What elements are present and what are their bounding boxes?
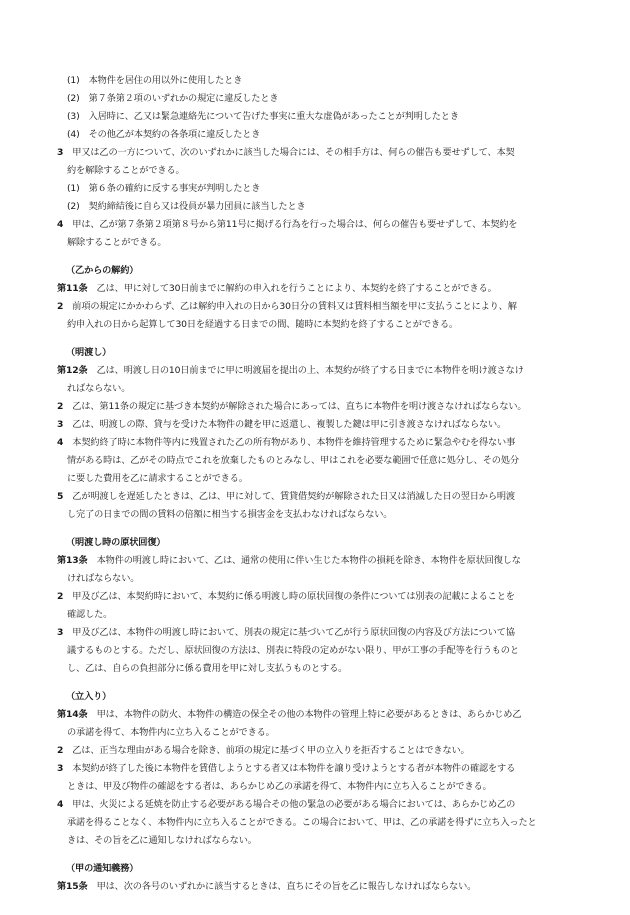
paragraph-number: 2: [57, 301, 64, 312]
paragraph-text: 甲は、本物件の防火、本物件の構造の保全その他の本物件の管理上特に必要があるときは、あらかじめ乙: [96, 709, 522, 720]
article-paragraph-1: [57, 881, 476, 893]
paragraph-text: 乙は、正当な理由がある場合を除き、前項の規定に基づく甲の立入りを拒否することはできない。: [72, 745, 470, 756]
paragraph-3-cont: ときは、甲及び物件の確認をする者は、あらかじめ乙の承諾を得て、本物件内に立ち入ることができる。: [67, 781, 492, 792]
paragraph-text: 甲は、次の各号のいずれかに該当するときは、直ちにその旨を乙に報告しなければならない。: [96, 881, 477, 892]
paragraph-text: 前項の規定にかかわらず、乙は解約申入れの日から30日分の賃料又は賃料相当額を甲に支払うことにより、解: [72, 301, 517, 312]
article-label: 第14条: [57, 709, 88, 720]
list-item: [67, 201, 306, 213]
paragraph-text: 乙は、甲に対して30日前までに解約の申入れを行うことにより、本契約を終了することができる。: [96, 283, 497, 294]
paragraph-4: [57, 799, 515, 811]
paragraph-3: [57, 627, 515, 639]
paragraph-4-cont: きは、その旨を乙に通知しなければならない。: [67, 835, 257, 846]
paragraph-number: 4: [57, 437, 64, 448]
paragraph-3-cont: 議するものとする。ただし、原状回復の方法は、別表に特段の定めがない限り、甲が工事の手配等を行うものと: [67, 645, 519, 656]
paragraph-4: [57, 437, 515, 449]
paragraph-number: 4: [57, 799, 64, 810]
paragraph-number: 2: [57, 591, 64, 602]
item-number: (2): [67, 93, 80, 104]
article-paragraph-1: [57, 365, 524, 377]
list-item: [67, 111, 459, 123]
article-label: 第11条: [57, 283, 88, 294]
article-heading: （明渡し時の原状回復）: [66, 537, 166, 548]
paragraph-5-cont: し完了の日までの間の賃料の倍額に相当する損害金を支払わなければならない。: [67, 509, 393, 520]
paragraph-3: [57, 419, 506, 431]
paragraph-number: 3: [57, 147, 64, 158]
list-item: [67, 75, 242, 87]
paragraph-4-cont: 解除することができる。: [67, 237, 167, 248]
item-text: 第６条の確約に反する事実が判明したとき: [88, 183, 261, 194]
article-paragraph-1: [57, 555, 521, 567]
paragraph-text: 本物件の明渡し時において、乙は、通常の使用に伴い生じた本物件の損耗を除き、本物件を原状回復しな: [96, 555, 521, 566]
paragraph-3-cont: 約を解除することができる。: [67, 165, 185, 176]
paragraph-2: [57, 591, 515, 603]
list-item: [67, 183, 260, 195]
paragraph-text: 本契約終了時に本物件等内に残置された乙の所有物があり、本物件を維持管理するために緊急やむを得ない事: [72, 437, 516, 448]
item-text: 入居時に、乙又は緊急連絡先について告げた事実に重大な虚偽があったことが判明したとき: [88, 111, 459, 122]
paragraph-number: 2: [57, 745, 64, 756]
paragraph-text: 甲及び乙は、本契約時において、本契約に係る明渡し時の原状回復の条件については別表の記載によることを: [72, 591, 515, 602]
article-heading: （乙からの解約）: [66, 265, 139, 276]
item-text: 第７条第２項のいずれかの規定に違反したとき: [88, 93, 279, 104]
item-number: (1): [67, 75, 80, 86]
article-heading: （立入り）: [66, 691, 112, 702]
paragraph-1-cont: ければならない。: [67, 573, 140, 584]
article-label: 第12条: [57, 365, 88, 376]
item-number: (1): [67, 183, 80, 194]
paragraph-3: [57, 763, 515, 775]
item-text: 本物件を居住の用以外に使用したとき: [88, 75, 243, 86]
paragraph-2: [57, 745, 470, 757]
paragraph-number: 2: [57, 401, 64, 412]
paragraph-text: 甲又は乙の一方について、次のいずれかに該当した場合には、その相手方は、何らの催告も要せずして、本契: [72, 147, 515, 158]
list-item: [67, 93, 278, 105]
article-label: 第13条: [57, 555, 88, 566]
paragraph-2-cont: 確認した。: [67, 609, 113, 620]
paragraph-text: 乙は、明渡しの際、貸与を受けた本物件の鍵を甲に返還し、複製した鍵は甲に引き渡さなければならない。: [72, 419, 507, 430]
item-text: その他乙が本契約の各条項に違反したとき: [88, 129, 261, 140]
paragraph-3-cont: し、乙は、自らの負担部分に係る費用を甲に対し支払うものとする。: [67, 663, 348, 674]
article-heading: （明渡し）: [66, 347, 112, 358]
article-paragraph-1: [57, 283, 497, 295]
paragraph-number: 5: [57, 491, 64, 502]
paragraph-number: 3: [57, 627, 64, 638]
paragraph-text: 甲及び乙は、本物件の明渡し時において、別表の規定に基づいて乙が行う原状回復の内容及び方法について協: [72, 627, 515, 638]
item-number: (2): [67, 201, 80, 212]
paragraph-text: 乙は、第11条の規定に基づき本契約が解除された場合にあっては、直ちに本物件を明け渡さなければならない。: [72, 401, 527, 412]
article-paragraph-1: [57, 709, 521, 721]
paragraph-text: 甲は、火災による延焼を防止する必要がある場合その他の緊急の必要がある場合においては、あらかじめ乙の: [72, 799, 516, 810]
paragraph-1-cont: の承諾を得て、本物件内に立ち入ることができる。: [67, 727, 275, 738]
paragraph-text: 乙は、明渡し日の10日前までに甲に明渡届を提出の上、本契約が終了する日までに本物件を明け渡さなけ: [96, 365, 524, 376]
paragraph-number: 3: [57, 763, 64, 774]
paragraph-text: 乙が明渡しを遅延したときは、乙は、甲に対して、賃貸借契約が解除された日又は消滅した日の翌日から明渡: [72, 491, 515, 502]
article-label: 第15条: [57, 881, 88, 892]
paragraph-4: [57, 219, 517, 231]
paragraph-number: 3: [57, 419, 64, 430]
paragraph-2: [57, 401, 526, 413]
list-item: [67, 129, 260, 141]
paragraph-4-cont: に要した費用を乙に請求することができる。: [67, 473, 248, 484]
article-heading: （甲の通知義務）: [66, 863, 139, 874]
paragraph-2-cont: 約申入れの日から起算して30日を経過する日までの間、随時に本契約を終了することができる。: [67, 319, 458, 330]
paragraph-number: 4: [57, 219, 64, 230]
item-number: (4): [67, 129, 80, 140]
paragraph-5: [57, 491, 515, 503]
item-number: (3): [67, 111, 80, 122]
paragraph-3: [57, 147, 515, 159]
paragraph-4-cont: 情がある時は、乙がその時点でこれを放棄したものとみなし、甲はこれを必要な範囲で任意に処分し、その処分: [67, 455, 519, 466]
paragraph-text: 甲は、乙が第７条第２項第８号から第11号に掲げる行為を行った場合は、何らの催告も要せずして、本契約を: [72, 219, 518, 230]
paragraph-2: [57, 301, 517, 313]
paragraph-1-cont: ればならない。: [67, 383, 131, 394]
paragraph-text: 本契約が終了した後に本物件を賃借しようとする者又は本物件を譲り受けようとする者が本物件の確認をする: [72, 763, 516, 774]
item-text: 契約締結後に自ら又は役員が暴力団員に該当したとき: [88, 201, 306, 212]
paragraph-4-cont: 承諾を得ることなく、本物件内に立ち入ることができる。この場合において、甲は、乙の承諾を得ずに立ち入ったと: [67, 817, 537, 828]
